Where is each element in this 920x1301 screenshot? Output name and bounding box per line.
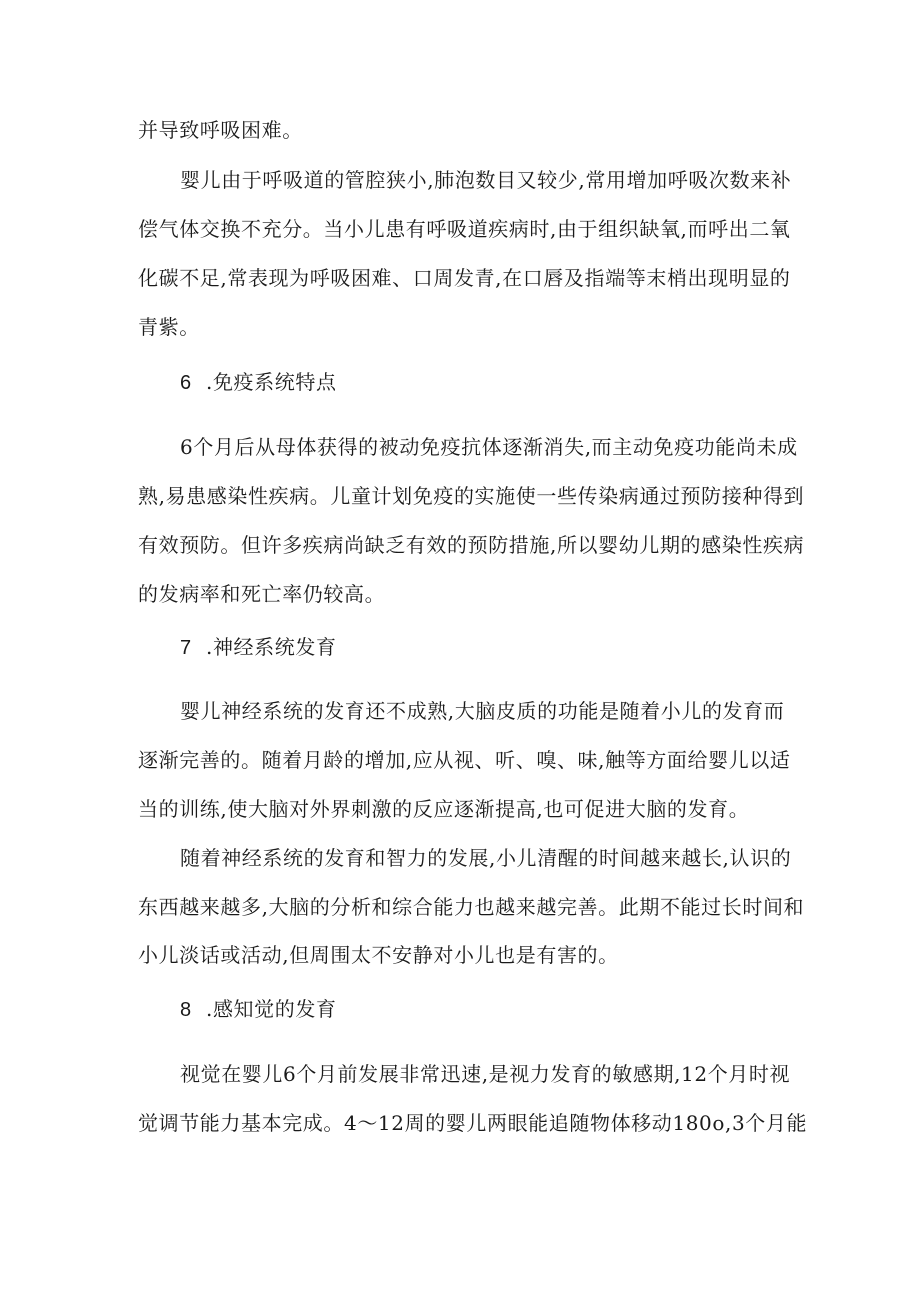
paragraph-line: 东西越来越多,大脑的分析和综合能力也越来越完善。此期不能过长时间和 <box>138 895 805 919</box>
section-number: 8 <box>180 999 192 1021</box>
paragraph-line: 偿气体交换不充分。当小儿患有呼吸道疾病时,由于组织缺氧,而呼出二氧 <box>138 217 791 241</box>
paragraph-line: 婴儿由于呼吸道的管腔狭小,肺泡数目又较少,常用增加呼吸次数来补 <box>180 168 792 192</box>
paragraph-line: 随着神经系统的发育和智力的发展,小儿清醒的时间越来越长,认识的 <box>180 846 792 870</box>
paragraph-line: 视觉在婴儿6个月前发展非常迅速,是视力发育的敏感期,12个月时视 <box>180 1062 791 1086</box>
paragraph-line: 逐渐完善的。随着月龄的增加,应从视、听、嗅、味,触等方面给婴儿以适 <box>138 748 791 772</box>
paragraph-line: 当的训练,使大脑对外界刺激的反应逐渐提高,也可促进大脑的发育。 <box>138 797 750 821</box>
paragraph-line: 小儿淡话或活动,但周围太不安静对小儿也是有害的。 <box>138 943 619 967</box>
paragraph-line: 化碳不足,常表现为呼吸困难、口周发青,在口唇及指端等末梢出现明显的 <box>138 266 791 290</box>
section-title: .神经系统发育 <box>206 635 337 659</box>
paragraph-line: 有效预防。但许多疾病尚缺乏有效的预防措施,所以婴幼儿期的感染性疾病 <box>138 533 805 557</box>
section-heading <box>180 633 337 662</box>
paragraph-line: 并导致呼吸困难。 <box>138 118 303 142</box>
paragraph-line: 熟,易患感染性疾病。儿童计划免疫的实施使一些传染病通过预防接种得到 <box>138 484 805 508</box>
section-heading <box>180 368 337 397</box>
paragraph-line: 的发病率和死亡率仍较高。 <box>138 582 386 606</box>
paragraph-line: 青紫。 <box>138 315 200 339</box>
paragraph-line: 婴儿神经系统的发育还不成熟,大脑皮质的功能是随着小儿的发育而 <box>180 699 785 723</box>
section-number: 6 <box>180 372 192 394</box>
section-title: .免疫系统特点 <box>206 370 337 394</box>
section-heading <box>180 995 337 1024</box>
section-title: .感知觉的发育 <box>206 997 337 1021</box>
paragraph-line: 6个月后从母体获得的被动免疫抗体逐渐消失,而主动免疫功能尚未成 <box>180 435 798 459</box>
section-number: 7 <box>180 637 192 659</box>
paragraph-line: 觉调节能力基本完成。4～12周的婴儿两眼能追随物体移动180o,3个月能 <box>138 1111 808 1135</box>
